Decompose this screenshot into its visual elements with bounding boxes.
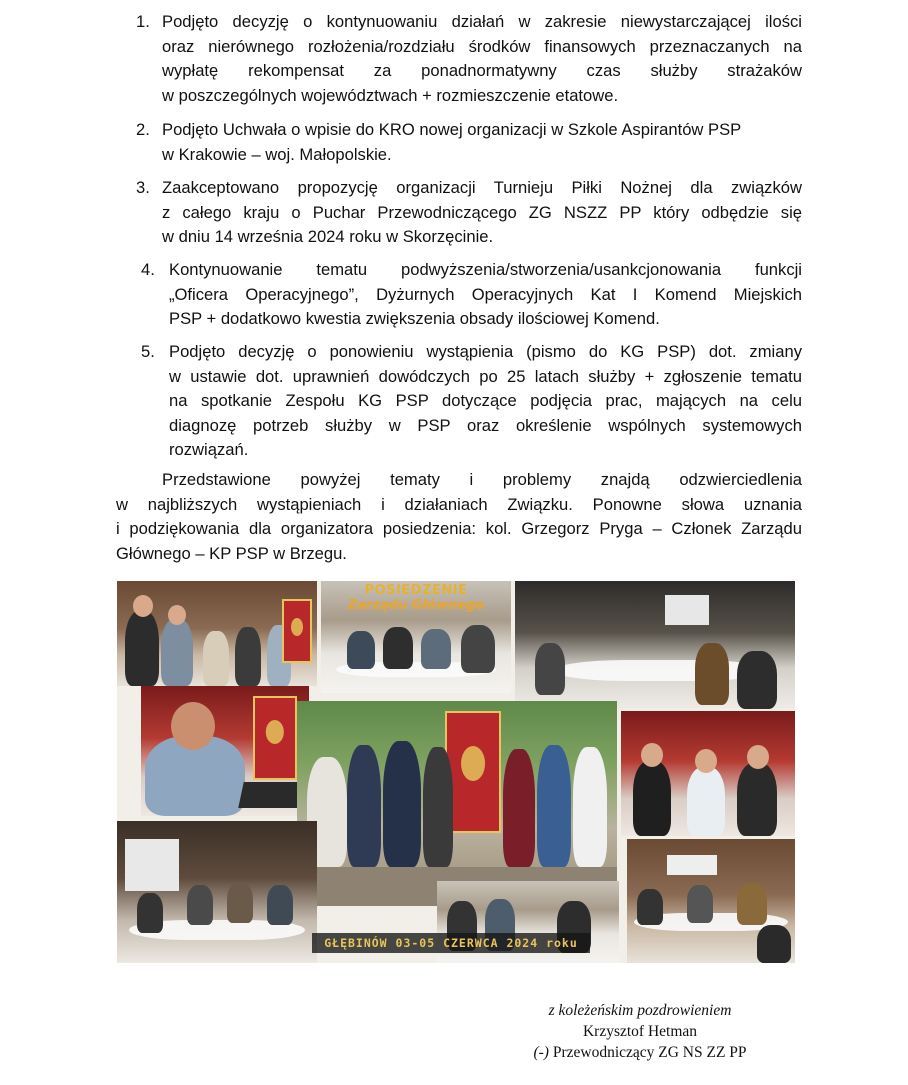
list-item-1: [136, 10, 802, 108]
list-item-5: [141, 340, 802, 463]
text-line: Przedstawione powyżej tematy i problemy znajdą odzwierciedlenia: [162, 470, 802, 489]
text-line: „Oficera Operacyjnego”, Dyżurnych Operacyjnych Kat I Komend Miejskich: [169, 284, 802, 304]
text-line: Zaakceptowano propozycję organizacji Turnieju Piłki Nożnej dla związków: [162, 178, 802, 197]
list-item-2: [136, 118, 802, 167]
text-line: Głównego – KP PSP w Brzegu.: [116, 543, 347, 563]
text-line: Podjęto decyzję o ponowieniu wystąpienia (pismo do KG PSP) dot. zmiany: [169, 342, 802, 361]
text-line: w dniu 14 września 2024 roku w Skorzęcinie.: [162, 227, 494, 246]
closing-paragraph: [116, 468, 802, 566]
list-number: 1.: [136, 12, 150, 31]
photo-meeting-room: [117, 821, 317, 963]
text-line: w Krakowie – woj. Małopolskie.: [162, 144, 392, 164]
text-line: Kontynuowanie tematu podwyższenia/stworzenia/usankcjonowania funkcji: [169, 260, 802, 279]
text-line: Podjęto decyzję o kontynuowaniu działań w zakresie niewystarczającej ilości: [162, 12, 802, 31]
photo-group-indoor: [117, 581, 317, 686]
list-item-4: [141, 258, 802, 332]
text-line: i podziękowania dla organizatora posiedzenia: kol. Grzegorz Pryga – Członek Zarządu: [116, 519, 802, 538]
text-line: diagnozę potrzeb służby w PSP oraz określenie wspólnych systemowych: [169, 415, 802, 435]
text-line: w poszczególnych województwach + rozmieszczenie etatowe.: [162, 85, 619, 105]
signature-role: [490, 1042, 790, 1063]
photo-speaker-laptop: [141, 686, 309, 816]
list-number: 4.: [141, 260, 155, 279]
signature-role-text: Przewodniczący ZG NS ZZ PP: [552, 1044, 747, 1061]
photo-wooden-room: [627, 839, 795, 963]
photo-long-table: [515, 581, 795, 709]
text-line: oraz nierównego rozłożenia/rozdziału środków finansowych przeznaczanych na: [162, 36, 802, 56]
text-line: z całego kraju o Puchar Przewodniczącego ZG NSZZ PP który odbędzie się: [162, 202, 802, 222]
text-line: na spotkanie Zespołu KG PSP dotyczące podjęcia prac, mających na celu: [169, 391, 802, 410]
signature-closing: z koleżeńskim pozdrowieniem: [548, 1002, 732, 1019]
collage-title: POSIEDZENIE: [364, 583, 468, 598]
signature-role-prefix: (-): [533, 1044, 549, 1061]
text-line: w najbliższych wystąpieniach i działaniach Związku. Ponowne słowa uznania: [116, 494, 802, 514]
text-line: rozwiązań.: [169, 440, 249, 459]
photo-meeting-title: [321, 581, 511, 693]
text-line: PSP + dodatkowo kwestia zwiększenia obsady ilościowej Komend.: [169, 309, 660, 328]
photo-group-outdoor: [297, 701, 617, 906]
signature-block: [490, 1000, 790, 1063]
photo-award: [621, 711, 795, 836]
text-line: wypłatę rekompensat za ponadnormatywny czas służby strażaków: [162, 61, 802, 80]
list-number: 5.: [141, 342, 155, 361]
text-line: Podjęto Uchwała o wpisie do KRO nowej organizacji w Szkole Aspirantów PSP: [162, 120, 742, 139]
list-number: 3.: [136, 178, 150, 197]
photo-collage: [117, 581, 795, 963]
collage-caption: GŁĘBINÓW 03-05 CZERWCA 2024 roku: [312, 933, 590, 953]
collage-subtitle: Zarządu Głównego: [347, 598, 485, 613]
signature-name: Krzysztof Hetman: [582, 1023, 698, 1040]
text-line: w ustawie dot. uprawnień dowódczych po 25 latach służby + zgłoszenie tematu: [169, 366, 802, 386]
list-item-3: [136, 176, 802, 250]
list-number: 2.: [136, 120, 150, 139]
